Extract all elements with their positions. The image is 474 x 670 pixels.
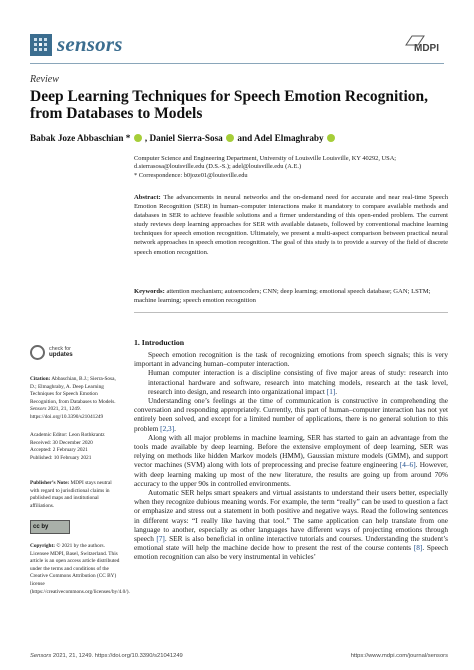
publisher-note-label: Publisher’s Note:	[30, 480, 70, 486]
keywords-text: attention mechanism; autoencoders; CNN; deep learning; emotional speech database; GAN; LSTM; machine learning; speech emotion recognition	[134, 288, 431, 305]
footer-doi[interactable]: 2021, 21, 1249. https://doi.org/10.3390/s21041249	[52, 653, 183, 659]
orcid-icon[interactable]	[226, 134, 234, 142]
author-list	[30, 133, 336, 143]
abstract-divider	[134, 312, 448, 313]
abstract	[134, 193, 448, 257]
reference-link[interactable]: [7]	[156, 534, 165, 544]
author-1: Babak Joze Abbaschian *	[30, 133, 131, 143]
citation	[30, 376, 122, 422]
published-date: Published: 10 February 2021	[30, 454, 92, 461]
copyright	[30, 543, 130, 596]
journal-header	[30, 34, 444, 58]
paragraph: Speech emotion recognition is the task of recognizing emotions from speech signals; this is very important in advancing human–computer interaction.	[134, 350, 448, 369]
check-updates-icon	[30, 345, 45, 360]
citation-doi[interactable]: 2021, 21, 1249. https://doi.org/10.3390/s21041249	[30, 406, 104, 420]
affiliations	[134, 155, 448, 180]
check-line-2: updates	[49, 351, 73, 359]
citation-text: Abbaschian, B.J.; Sierra-Sosa, D.; Elmaghraby, A. Deep Learning Techniques for Speech Emotion Recognition, from Databases to Models.	[30, 376, 116, 405]
paragraph: Understanding one’s feelings at the time of communication is constructive in comprehending the conversation and responding appropriately. Currently, this part of human–computer interaction has not yet entirely been solved, and except for a limited number of applications, there is no general solution to this problem [2,3].	[134, 396, 448, 433]
affiliation-emails[interactable]: d.sierrasosa@louisville.edu (D.S.-S.); adel@louisville.edu (A.E.)	[134, 163, 302, 171]
orcid-icon[interactable]	[134, 134, 142, 142]
keywords	[134, 287, 448, 305]
accepted-date: Accepted: 2 February 2021	[30, 447, 88, 454]
correspondence[interactable]: * Correspondence: b0joze01@louisville.edu	[134, 171, 248, 179]
paragraph: Along with all major problems in machine learning, SER has started to gain an advantage from the tools made available by deep learning. Before the extensive employment of deep learning, SER was relying on methods like hidden Markov models (HMM), Gaussian mixture models (GMM), and support vector machines (SVM) along with lots of preprocessing and precise feature engineering [4–6]. However, with deep learning making up most of the new literature, the results are going up from around 70% accuracy to the upper 90s in controlled environments.	[134, 432, 448, 488]
copyright-label: Copyright:	[30, 543, 56, 549]
academic-editor: Academic Editor: Leon Rothkrantz	[30, 432, 105, 438]
paragraph: Human computer interaction is a discipline consisting of five major areas of study: research into interactional hardware and software, research into matching models, research at the task level, research into design, and research into organizational impact [1].	[148, 368, 448, 396]
citation-label: Citation:	[30, 376, 51, 382]
footer-journal: Sensors	[30, 653, 52, 659]
citation-journal: Sensors	[30, 406, 47, 413]
reference-link[interactable]: [8]	[413, 543, 423, 553]
author-2: , Daniel Sierra-Sosa	[144, 133, 223, 143]
journal-name: sensors	[57, 32, 123, 56]
publication-dates	[30, 432, 122, 462]
affiliation-line: Computer Science and Engineering Department, University of Louisville Louisville, KY 40292, USA;	[134, 155, 397, 162]
check-line-1: check for	[49, 346, 71, 352]
article-title: Deep Learning Techniques for Speech Emotion Recognition, from Databases to Models	[30, 88, 429, 122]
abstract-label: Abstract:	[134, 194, 161, 201]
cc-license-icon[interactable]: cc by	[30, 520, 70, 534]
author-3: and Adel Elmaghraby	[237, 133, 324, 143]
svg-text:MDPI: MDPI	[414, 43, 439, 54]
header-divider	[30, 63, 444, 64]
copyright-text: © 2021 by the authors. Licensee MDPI, Basel, Switzerland. This article is an open access article distributed under the terms and conditions of the Creative Commons Attribution (CC BY) license (https://creativecommons.org/licenses/by/4.0/).	[30, 543, 130, 595]
mdpi-logo-icon	[404, 34, 444, 56]
check-for-updates-badge[interactable]	[30, 344, 122, 366]
section-heading: 1. Introduction	[134, 338, 185, 347]
abstract-text: The advancements in neural networks and the on-demand need for accurate and near real-time Speech Emotion Recognition (SER) in human–computer interactions make it mandatory to compare available methods and databases in SER to achieve feasible solutions and a firmer understanding of this open-ended problem. The current study reviews deep learning approaches for SER with available datasets, followed by conventional machine learning techniques for speech emotion recognition. Ultimately, we present a multi-aspect comparison between practical neural network approaches in speech emotion recognition. The goal of this study is to provide a survey of the field of discrete speech emotion recognition.	[134, 194, 448, 256]
reference-link[interactable]: [2,3]	[160, 423, 175, 433]
reference-link[interactable]: [4–6]	[399, 460, 416, 470]
reference-link[interactable]: [1]	[326, 386, 336, 396]
article-type: Review	[30, 74, 59, 85]
paragraph: Automatic SER helps smart speakers and virtual assistants to understand their users better, especially when they recognize dubious meaning words. For example, the term “really” can be used to question a fact or emphasize and stress out a statement in both positive and negative ways. Read the following sentences in different ways: “I really like having that tool.” The same application can help translate from one language to another, especially as other languages have different ways of projecting emotions through speech [7]. SER is also beneficial in online interactive tutorials and courses. Understanding the student’s emotional state will help the machine decide how to present the rest of the course contents [8]. Speech emotion recognition can also be very instrumental in vehicles’	[134, 488, 448, 562]
publisher-note	[30, 480, 122, 510]
introduction-body	[134, 350, 448, 562]
footer-journal-url[interactable]: https://www.mdpi.com/journal/sensors	[350, 653, 448, 659]
received-date: Received: 30 December 2020	[30, 439, 93, 446]
publisher-note-text: MDPI stays neutral with regard to jurisdictional claims in published maps and institutional affiliations.	[30, 480, 112, 509]
keywords-label: Keywords:	[134, 288, 165, 295]
orcid-icon[interactable]	[327, 134, 335, 142]
journal-logo-icon	[30, 34, 52, 56]
